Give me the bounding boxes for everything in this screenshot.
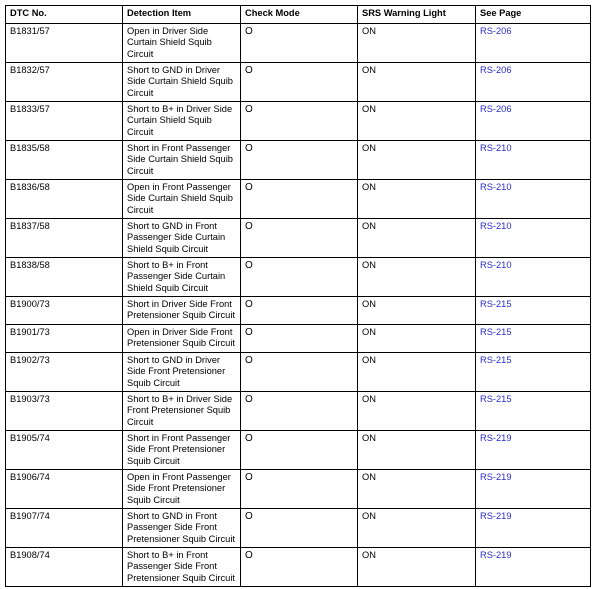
check-mode-mark: O (241, 509, 358, 548)
header-dtc-no: DTC No. (6, 6, 123, 24)
check-mode-mark: O (241, 353, 358, 392)
check-mode-mark: O (241, 258, 358, 297)
table-row (6, 392, 591, 431)
check-mode-mark: O (241, 63, 358, 102)
dtc-number: B1902/73 (6, 353, 123, 392)
detection-item: Open in Front Passenger Side Curtain Shield Squib Circuit (123, 180, 241, 219)
srs-warning-light: ON (358, 219, 476, 258)
see-page-link[interactable]: RS-219 (476, 509, 591, 548)
srs-warning-light: ON (358, 141, 476, 180)
dtc-number: B1908/74 (6, 548, 123, 587)
detection-item: Short in Driver Side Front Pretensioner Squib Circuit (123, 297, 241, 325)
check-mode-mark: O (241, 548, 358, 587)
table-row (6, 63, 591, 102)
srs-warning-light: ON (358, 325, 476, 353)
detection-item: Open in Driver Side Front Pretensioner Squib Circuit (123, 325, 241, 353)
detection-item: Short to GND in Driver Side Curtain Shield Squib Circuit (123, 63, 241, 102)
see-page-link[interactable]: RS-219 (476, 470, 591, 509)
detection-item: Short to GND in Driver Side Front Pretensioner Squib Circuit (123, 353, 241, 392)
see-page-link[interactable]: RS-215 (476, 353, 591, 392)
see-page-link[interactable]: RS-206 (476, 102, 591, 141)
see-page-link[interactable]: RS-219 (476, 431, 591, 470)
check-mode-mark: O (241, 219, 358, 258)
srs-warning-light: ON (358, 180, 476, 219)
dtc-number: B1907/74 (6, 509, 123, 548)
table-row (6, 325, 591, 353)
detection-item: Open in Driver Side Curtain Shield Squib Circuit (123, 24, 241, 63)
dtc-number: B1838/58 (6, 258, 123, 297)
table-row (6, 297, 591, 325)
check-mode-mark: O (241, 141, 358, 180)
check-mode-mark: O (241, 297, 358, 325)
srs-warning-light: ON (358, 258, 476, 297)
table-row (6, 24, 591, 63)
dtc-number: B1906/74 (6, 470, 123, 509)
header-detection-item: Detection Item (123, 6, 241, 24)
see-page-link[interactable]: RS-206 (476, 24, 591, 63)
detection-item: Short to GND in Front Passenger Side Curtain Shield Squib Circuit (123, 219, 241, 258)
see-page-link[interactable]: RS-210 (476, 258, 591, 297)
check-mode-mark: O (241, 392, 358, 431)
detection-item: Short to B+ in Driver Side Curtain Shield Squib Circuit (123, 102, 241, 141)
dtc-number: B1837/58 (6, 219, 123, 258)
check-mode-mark: O (241, 470, 358, 509)
check-mode-mark: O (241, 431, 358, 470)
srs-warning-light: ON (358, 431, 476, 470)
dtc-number: B1833/57 (6, 102, 123, 141)
srs-warning-light: ON (358, 509, 476, 548)
table-row (6, 102, 591, 141)
dtc-number: B1832/57 (6, 63, 123, 102)
see-page-link[interactable]: RS-215 (476, 325, 591, 353)
check-mode-mark: O (241, 180, 358, 219)
srs-warning-light: ON (358, 297, 476, 325)
table-row (6, 258, 591, 297)
check-mode-mark: O (241, 102, 358, 141)
detection-item: Short in Front Passenger Side Front Pretensioner Squib Circuit (123, 431, 241, 470)
dtc-number: B1900/73 (6, 297, 123, 325)
srs-warning-light: ON (358, 24, 476, 63)
dtc-number: B1903/73 (6, 392, 123, 431)
see-page-link[interactable]: RS-210 (476, 180, 591, 219)
table-row (6, 470, 591, 509)
dtc-number: B1905/74 (6, 431, 123, 470)
detection-item: Short in Front Passenger Side Curtain Shield Squib Circuit (123, 141, 241, 180)
header-row (6, 6, 591, 24)
detection-item: Short to B+ in Front Passenger Side Curtain Shield Squib Circuit (123, 258, 241, 297)
see-page-link[interactable]: RS-206 (476, 63, 591, 102)
see-page-link[interactable]: RS-219 (476, 548, 591, 587)
detection-item: Short to B+ in Front Passenger Side Front Pretensioner Squib Circuit (123, 548, 241, 587)
srs-warning-light: ON (358, 102, 476, 141)
detection-item: Open in Front Passenger Side Front Pretensioner Squib Circuit (123, 470, 241, 509)
see-page-link[interactable]: RS-210 (476, 141, 591, 180)
table-row (6, 431, 591, 470)
detection-item: Short to B+ in Driver Side Front Pretensioner Squib Circuit (123, 392, 241, 431)
dtc-table (5, 5, 591, 587)
dtc-number: B1836/58 (6, 180, 123, 219)
dtc-number: B1901/73 (6, 325, 123, 353)
dtc-table-container (5, 5, 591, 587)
table-row (6, 509, 591, 548)
table-row (6, 219, 591, 258)
check-mode-mark: O (241, 24, 358, 63)
table-row (6, 548, 591, 587)
dtc-number: B1835/58 (6, 141, 123, 180)
see-page-link[interactable]: RS-215 (476, 297, 591, 325)
see-page-link[interactable]: RS-215 (476, 392, 591, 431)
see-page-link[interactable]: RS-210 (476, 219, 591, 258)
srs-warning-light: ON (358, 548, 476, 587)
header-see-page: See Page (476, 6, 591, 24)
header-srs-warning-light: SRS Warning Light (358, 6, 476, 24)
table-row (6, 353, 591, 392)
srs-warning-light: ON (358, 392, 476, 431)
srs-warning-light: ON (358, 470, 476, 509)
header-check-mode: Check Mode (241, 6, 358, 24)
detection-item: Short to GND in Front Passenger Side Front Pretensioner Squib Circuit (123, 509, 241, 548)
dtc-number: B1831/57 (6, 24, 123, 63)
srs-warning-light: ON (358, 353, 476, 392)
table-row (6, 141, 591, 180)
srs-warning-light: ON (358, 63, 476, 102)
table-row (6, 180, 591, 219)
check-mode-mark: O (241, 325, 358, 353)
